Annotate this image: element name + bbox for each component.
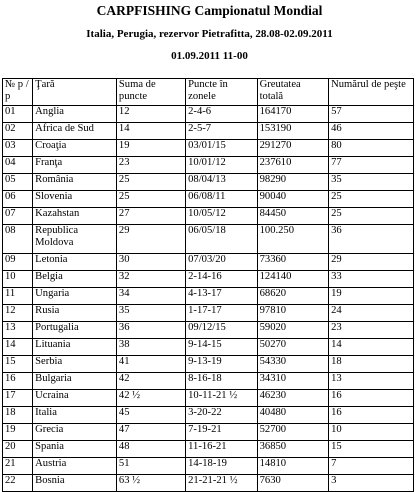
table-cell: 36850 xyxy=(257,441,328,458)
table-cell: 10/01/12 xyxy=(186,157,257,174)
table-cell: 124140 xyxy=(257,271,328,288)
table-cell: Portugalia xyxy=(33,322,117,339)
table-cell: 40480 xyxy=(257,407,328,424)
table-cell: 84450 xyxy=(257,208,328,225)
table-cell: 01 xyxy=(3,106,33,123)
table-cell: 25 xyxy=(116,191,185,208)
table-cell: 47 xyxy=(116,424,185,441)
table-cell: 05 xyxy=(3,174,33,191)
table-cell: Spania xyxy=(33,441,117,458)
table-row xyxy=(3,191,414,208)
table-row xyxy=(3,424,414,441)
table-row xyxy=(3,225,414,254)
table-cell: 14 xyxy=(329,339,414,356)
table-cell: Kazahstan xyxy=(33,208,117,225)
table-cell: 90040 xyxy=(257,191,328,208)
table-row xyxy=(3,208,414,225)
table-cell: 25 xyxy=(329,191,414,208)
table-cell: 2-14-16 xyxy=(186,271,257,288)
table-cell: 10 xyxy=(3,271,33,288)
table-cell: 06/05/18 xyxy=(186,225,257,254)
table-row xyxy=(3,390,414,407)
table-cell: 13 xyxy=(3,322,33,339)
table-cell: 2-4-6 xyxy=(186,106,257,123)
header-cell: Numărul de peşte xyxy=(329,79,414,106)
table-cell: 25 xyxy=(116,174,185,191)
header-cell: Suma de puncte xyxy=(116,79,185,106)
table-cell: 33 xyxy=(329,271,414,288)
table-cell: 77 xyxy=(329,157,414,174)
table-cell: Ungaria xyxy=(33,288,117,305)
table-row xyxy=(3,305,414,322)
table-cell: 07/03/20 xyxy=(186,254,257,271)
table-row xyxy=(3,373,414,390)
table-cell: 1-17-17 xyxy=(186,305,257,322)
table-cell: Belgia xyxy=(33,271,117,288)
table-cell: 27 xyxy=(116,208,185,225)
table-cell: 07 xyxy=(3,208,33,225)
table-cell: 100.250 xyxy=(257,225,328,254)
table-cell: 63 ½ xyxy=(116,475,185,492)
table-cell: 42 ½ xyxy=(116,390,185,407)
header-cell: Ţară xyxy=(33,79,117,106)
table-row xyxy=(3,407,414,424)
table-cell: 48 xyxy=(116,441,185,458)
table-cell: 23 xyxy=(116,157,185,174)
table-cell: 29 xyxy=(116,225,185,254)
table-cell: 59020 xyxy=(257,322,328,339)
table-row xyxy=(3,106,414,123)
table-cell: 17 xyxy=(3,390,33,407)
table-cell: 7-19-21 xyxy=(186,424,257,441)
table-cell: 36 xyxy=(329,225,414,254)
table-cell: Slovenia xyxy=(33,191,117,208)
table-cell: 2-5-7 xyxy=(186,123,257,140)
table-body xyxy=(3,106,414,492)
table-cell: 15 xyxy=(3,356,33,373)
table-cell: 16 xyxy=(3,373,33,390)
table-cell: 50270 xyxy=(257,339,328,356)
table-row xyxy=(3,174,414,191)
table-cell: 68620 xyxy=(257,288,328,305)
table-cell: 7 xyxy=(329,458,414,475)
table-cell: 3-20-22 xyxy=(186,407,257,424)
table-cell: 22 xyxy=(3,475,33,492)
table-cell: 98290 xyxy=(257,174,328,191)
table-cell: 10 xyxy=(329,424,414,441)
table-cell: 15 xyxy=(329,441,414,458)
table-cell: 153190 xyxy=(257,123,328,140)
table-cell: 57 xyxy=(329,106,414,123)
table-cell: 09 xyxy=(3,254,33,271)
table-cell: Bosnia xyxy=(33,475,117,492)
header-cell: № p / p xyxy=(3,79,33,106)
table-cell: 18 xyxy=(329,356,414,373)
table-cell: Serbia xyxy=(33,356,117,373)
table-cell: 29 xyxy=(329,254,414,271)
table-cell: Rusia xyxy=(33,305,117,322)
table-cell: 30 xyxy=(116,254,185,271)
table-cell: 19 xyxy=(3,424,33,441)
table-cell: 46 xyxy=(329,123,414,140)
table-cell: Italia xyxy=(33,407,117,424)
table-cell: 08 xyxy=(3,225,33,254)
table-cell: 46230 xyxy=(257,390,328,407)
table-cell: 54330 xyxy=(257,356,328,373)
table-cell: 8-16-18 xyxy=(186,373,257,390)
table-cell: 291270 xyxy=(257,140,328,157)
table-cell: 14-18-19 xyxy=(186,458,257,475)
table-cell: 34310 xyxy=(257,373,328,390)
table-cell: 34 xyxy=(116,288,185,305)
header-cell: Puncte în zonele xyxy=(186,79,257,106)
table-cell: 06/08/11 xyxy=(186,191,257,208)
table-cell: 10/05/12 xyxy=(186,208,257,225)
table-cell: 08/04/13 xyxy=(186,174,257,191)
table-row xyxy=(3,441,414,458)
event-location: Italia, Perugia, rezervor Pietrafitta, 28.08-02.09.2011 xyxy=(86,28,333,40)
table-cell: 12 xyxy=(116,106,185,123)
table-cell: 12 xyxy=(3,305,33,322)
table-cell: 13 xyxy=(329,373,414,390)
table-cell: 36 xyxy=(116,322,185,339)
table-cell: 164170 xyxy=(257,106,328,123)
page-title: CARPFISHING Campionatul Mondial xyxy=(96,3,323,18)
table-cell: 18 xyxy=(3,407,33,424)
table-cell: 35 xyxy=(116,305,185,322)
table-cell: 21-21-21 ½ xyxy=(186,475,257,492)
table-cell: Bulgaria xyxy=(33,373,117,390)
table-cell: 9-14-15 xyxy=(186,339,257,356)
table-cell: 80 xyxy=(329,140,414,157)
results-table xyxy=(2,78,414,492)
table-cell: 03/01/15 xyxy=(186,140,257,157)
table-cell: 21 xyxy=(3,458,33,475)
table-cell: 20 xyxy=(3,441,33,458)
table-cell: 41 xyxy=(116,356,185,373)
table-cell: 14 xyxy=(3,339,33,356)
table-cell: 23 xyxy=(329,322,414,339)
table-row xyxy=(3,140,414,157)
table-cell: 02 xyxy=(3,123,33,140)
table-cell: 06 xyxy=(3,191,33,208)
table-cell: România xyxy=(33,174,117,191)
table-cell: 38 xyxy=(116,339,185,356)
table-row xyxy=(3,356,414,373)
table-row xyxy=(3,157,414,174)
header-cell: Greutatea totală xyxy=(257,79,328,106)
table-cell: Republica Moldova xyxy=(33,225,117,254)
table-row xyxy=(3,322,414,339)
table-cell: 35 xyxy=(329,174,414,191)
table-cell: 09/12/15 xyxy=(186,322,257,339)
table-row xyxy=(3,288,414,305)
table-cell: 16 xyxy=(329,407,414,424)
table-cell: 32 xyxy=(116,271,185,288)
table-row xyxy=(3,271,414,288)
table-header-row xyxy=(3,79,414,106)
table-cell: 11 xyxy=(3,288,33,305)
table-cell: Austria xyxy=(33,458,117,475)
table-cell: 73360 xyxy=(257,254,328,271)
table-cell: 237610 xyxy=(257,157,328,174)
table-cell: Croaţia xyxy=(33,140,117,157)
table-cell: Anglia xyxy=(33,106,117,123)
table-cell: Africa de Sud xyxy=(33,123,117,140)
table-cell: 14 xyxy=(116,123,185,140)
snapshot-date: 01.09.2011 11-00 xyxy=(171,50,248,62)
table-row xyxy=(3,339,414,356)
table-cell: Ucraina xyxy=(33,390,117,407)
table-cell: 52700 xyxy=(257,424,328,441)
table-cell: 14810 xyxy=(257,458,328,475)
table-cell: 25 xyxy=(329,208,414,225)
table-row xyxy=(3,475,414,492)
table-cell: 11-16-21 xyxy=(186,441,257,458)
table-cell: 97810 xyxy=(257,305,328,322)
table-row xyxy=(3,458,414,475)
table-cell: 45 xyxy=(116,407,185,424)
table-cell: 24 xyxy=(329,305,414,322)
table-cell: 51 xyxy=(116,458,185,475)
table-cell: 4-13-17 xyxy=(186,288,257,305)
table-cell: 16 xyxy=(329,390,414,407)
table-cell: Grecia xyxy=(33,424,117,441)
table-row xyxy=(3,254,414,271)
table-cell: 9-13-19 xyxy=(186,356,257,373)
table-cell: Letonia xyxy=(33,254,117,271)
table-cell: Franţa xyxy=(33,157,117,174)
table-cell: Lituania xyxy=(33,339,117,356)
table-cell: 19 xyxy=(116,140,185,157)
table-cell: 19 xyxy=(329,288,414,305)
table-cell: 7630 xyxy=(257,475,328,492)
table-row xyxy=(3,123,414,140)
table-cell: 03 xyxy=(3,140,33,157)
table-cell: 42 xyxy=(116,373,185,390)
table-cell: 04 xyxy=(3,157,33,174)
table-cell: 3 xyxy=(329,475,414,492)
table-cell: 10-11-21 ½ xyxy=(186,390,257,407)
